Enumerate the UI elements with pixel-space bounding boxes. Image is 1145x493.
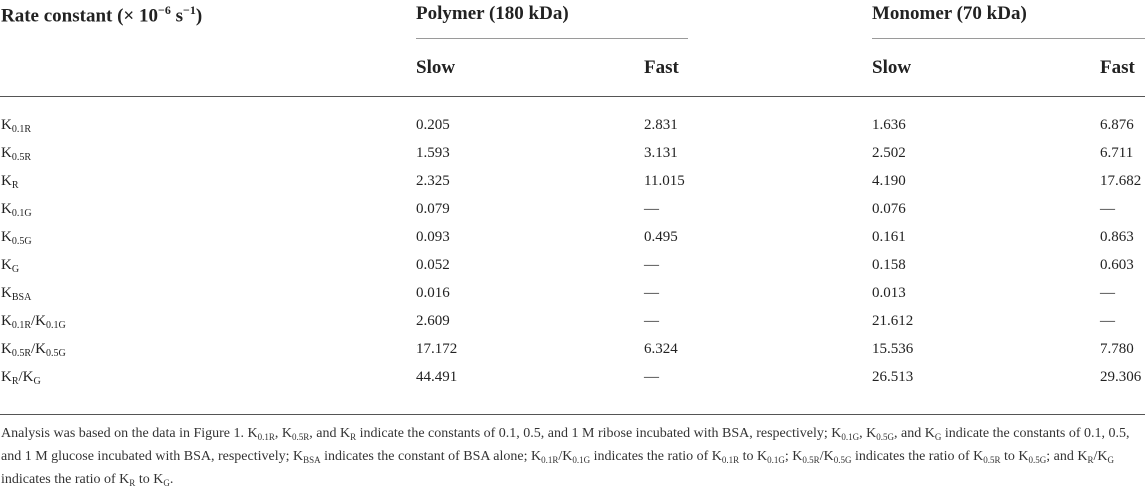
rate-label-text: Rate constant (× 10 <box>1 5 159 27</box>
footnote-text: , K <box>859 426 877 441</box>
monomer-slow-cell: 2.502 <box>872 145 906 161</box>
table-row <box>0 229 1145 257</box>
footnote-text: /K <box>558 449 573 464</box>
polymer-slow-cell: 0.205 <box>416 117 450 133</box>
row-label <box>1 341 66 359</box>
footnote-subscript: 0.5R <box>983 455 1001 465</box>
monomer-slow-cell: 26.513 <box>872 369 914 385</box>
polymer-fast-cell: 6.324 <box>644 341 678 357</box>
polymer-slow-cell: 44.491 <box>416 369 458 385</box>
row-label-divisor-subscript: G <box>33 376 41 387</box>
monomer-slow-cell: 0.013 <box>872 285 906 301</box>
monomer-slow-cell: 0.161 <box>872 229 906 245</box>
monomer-fast-cell: 17.682 <box>1100 173 1142 189</box>
row-label-divisor: /K <box>31 313 47 329</box>
footnote-text: , and K <box>894 426 935 441</box>
row-label <box>1 173 19 191</box>
footnote-subscript: 0.1R <box>721 455 740 465</box>
row-label-symbol: K <box>1 229 12 245</box>
row-label-divisor: /K <box>18 369 34 385</box>
row-label-subscript: 0.1R <box>11 320 32 331</box>
footnote-subscript: R <box>1087 455 1094 465</box>
footnote-subscript: 0.1R <box>541 455 559 465</box>
rate-close-paren: ) <box>195 5 203 27</box>
polymer-fast-cell: 0.495 <box>644 229 678 245</box>
polymer-slow-cell: 1.593 <box>416 145 450 161</box>
footnote-subscript: 0.5G <box>833 455 852 465</box>
monomer-slow-cell: 0.158 <box>872 257 906 273</box>
polymer-slow-cell: 17.172 <box>416 341 458 357</box>
footnote-subscript: R <box>350 432 357 442</box>
row-label-symbol: K <box>1 173 12 189</box>
footnote-subscript: 0.1G <box>572 455 591 465</box>
monomer-slow-cell: 0.076 <box>872 201 906 217</box>
row-label-subscript: 0.5R <box>11 348 32 359</box>
monomer-slow-cell: 1.636 <box>872 117 906 133</box>
row-label-subscript: R <box>11 376 19 387</box>
row-label-symbol: K <box>1 285 12 301</box>
row-label <box>1 117 31 135</box>
monomer-slow-header: Slow <box>872 57 912 78</box>
table-row <box>0 341 1145 369</box>
rate-constant-header <box>1 3 202 27</box>
footnote-text: indicates the ratio of K <box>851 449 984 464</box>
row-label-subscript: 0.5R <box>11 152 32 163</box>
row-label <box>1 201 32 219</box>
footnote-text: indicate the constants of 0.1, 0.5, and 1 M glucose incubated with BSA, respectively; K <box>1 426 1130 464</box>
row-label-subscript: G <box>11 264 20 275</box>
footnote-subscript: 0.5R <box>292 432 310 442</box>
polymer-slow-cell: 0.093 <box>416 229 450 245</box>
row-label-divisor-subscript: 0.1G <box>46 320 66 331</box>
row-label-symbol: K <box>1 201 12 217</box>
footnote-subscript: G <box>1107 455 1114 465</box>
polymer-fast-cell: 11.015 <box>644 173 685 189</box>
row-label-subscript: R <box>11 180 19 191</box>
footnote-subscript: 0.5G <box>1028 455 1047 465</box>
table-row <box>0 173 1145 201</box>
footnote-text: to K <box>135 472 164 487</box>
table-row <box>0 117 1145 145</box>
footnote-text: indicates the constant of BSA alone; K <box>320 449 542 464</box>
monomer-fast-cell: 6.711 <box>1100 145 1134 161</box>
monomer-fast-cell: 29.306 <box>1100 369 1142 385</box>
footnote-text: to K <box>739 449 768 464</box>
footnote-text: indicates the ratio of K <box>1 472 130 487</box>
footnote-text: Analysis was based on the data in Figure 1. K <box>1 426 258 441</box>
table-row <box>0 257 1145 285</box>
polymer-group-underline <box>416 38 688 39</box>
polymer-fast-cell: — <box>644 201 659 217</box>
table-row <box>0 313 1145 341</box>
polymer-slow-cell: 0.052 <box>416 257 450 273</box>
polymer-fast-cell: 3.131 <box>644 145 678 161</box>
table-header <box>0 0 1145 96</box>
monomer-fast-cell: 0.603 <box>1100 257 1134 273</box>
row-label-subscript: 0.1G <box>11 208 32 219</box>
table-row <box>0 145 1145 173</box>
footnote-text: , K <box>274 426 293 441</box>
row-label-symbol: K <box>1 257 12 273</box>
row-label <box>1 145 31 163</box>
footnote-subscript: 0.1G <box>841 432 860 442</box>
polymer-fast-cell: — <box>644 369 659 385</box>
monomer-slow-cell: 4.190 <box>872 173 906 189</box>
footnote-text: to K <box>1000 449 1029 464</box>
monomer-fast-cell: — <box>1100 285 1115 301</box>
row-label <box>1 285 31 303</box>
table-bottom-rule <box>0 414 1145 415</box>
rate-unit-exponent: −1 <box>183 3 196 17</box>
monomer-slow-cell: 21.612 <box>872 313 914 329</box>
footnote-text: ; K <box>784 449 803 464</box>
monomer-slow-cell: 15.536 <box>872 341 914 357</box>
footnote-text: /K <box>1093 449 1108 464</box>
table-row <box>0 369 1145 397</box>
monomer-group-underline <box>872 38 1145 39</box>
polymer-fast-cell: — <box>644 285 659 301</box>
monomer-fast-cell: 0.863 <box>1100 229 1134 245</box>
monomer-fast-cell: — <box>1100 313 1115 329</box>
monomer-group-header: Monomer (70 kDa) <box>872 3 1027 24</box>
row-label-subscript: BSA <box>11 292 32 303</box>
monomer-fast-cell: 6.876 <box>1100 117 1134 133</box>
table-row <box>0 201 1145 229</box>
footnote-subscript: 0.1R <box>257 432 275 442</box>
footnote-text: indicates the ratio of K <box>590 449 722 464</box>
polymer-slow-cell: 2.609 <box>416 313 450 329</box>
polymer-slow-cell: 0.016 <box>416 285 450 301</box>
footnote-text: . <box>169 472 174 487</box>
rate-unit-text: s <box>170 5 184 27</box>
row-label-symbol: K <box>1 313 12 329</box>
rate-label-exponent: −6 <box>158 3 171 17</box>
footnote-subscript: G <box>163 478 170 488</box>
footnote-subscript: 0.1G <box>767 455 785 465</box>
row-label-divisor-subscript: 0.5G <box>46 348 66 359</box>
footnote-subscript: G <box>934 432 942 442</box>
polymer-fast-cell: 2.831 <box>644 117 678 133</box>
polymer-slow-header: Slow <box>416 57 456 78</box>
row-label-subscript: 0.5G <box>11 236 32 247</box>
polymer-slow-cell: 0.079 <box>416 201 450 217</box>
row-label-symbol: K <box>1 117 12 133</box>
header-bottom-rule <box>0 96 1145 97</box>
polymer-fast-cell: — <box>644 313 659 329</box>
polymer-fast-header: Fast <box>644 57 679 78</box>
footnote-subscript: R <box>129 478 136 488</box>
row-label <box>1 313 66 331</box>
footnote-subscript: 0.5R <box>802 455 820 465</box>
monomer-fast-cell: 7.780 <box>1100 341 1134 357</box>
monomer-fast-header: Fast <box>1100 57 1135 78</box>
row-label-symbol: K <box>1 341 12 357</box>
footnote-text: indicate the constants of 0.1, 0.5, and 1 M ribose incubated with BSA, respectively; K <box>356 426 842 441</box>
row-label <box>1 369 41 387</box>
monomer-fast-cell: — <box>1100 201 1115 217</box>
footnote-text: , and K <box>309 426 351 441</box>
row-label-subscript: 0.1R <box>11 124 32 135</box>
footnote-text: /K <box>819 449 834 464</box>
row-label <box>1 257 19 275</box>
row-label-symbol: K <box>1 145 12 161</box>
table-row <box>0 285 1145 313</box>
footnote-subscript: 0.5G <box>876 432 894 442</box>
row-label-symbol: K <box>1 369 12 385</box>
row-label-divisor: /K <box>31 341 47 357</box>
footnote-subscript: BSA <box>303 455 321 465</box>
polymer-fast-cell: — <box>644 257 659 273</box>
row-label <box>1 229 32 247</box>
polymer-group-header: Polymer (180 kDa) <box>416 3 569 24</box>
polymer-slow-cell: 2.325 <box>416 173 450 189</box>
footnote-text: ; and K <box>1046 449 1088 464</box>
